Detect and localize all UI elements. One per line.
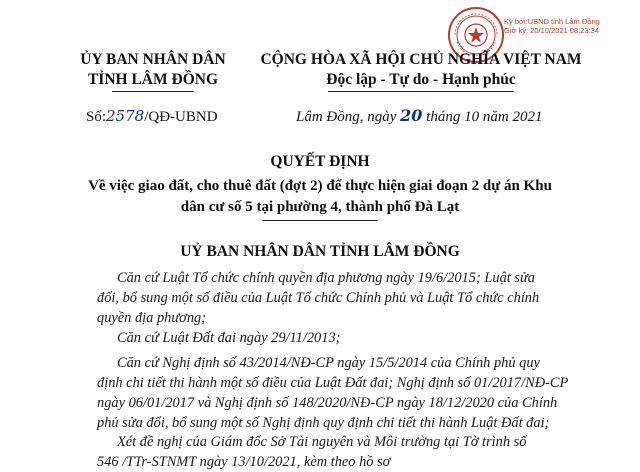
paragraph-line: định chi tiết thi hành một số điều của Luật Đất đai; Nghị định số 01/2017/NĐ-CP bbox=[97, 375, 569, 391]
paragraph-line: Căn cứ Nghị định số 43/2014/NĐ-CP ngày 15/5/2014 của Chính phủ quy bbox=[117, 355, 540, 371]
subject-underline bbox=[262, 220, 378, 221]
motto-underline bbox=[328, 91, 514, 92]
number-prefix: Số: bbox=[86, 109, 107, 125]
paragraph-line: ngày 06/01/2017 và Nghị định số 148/2020/NĐ-CP ngày 18/12/2020 của Chính bbox=[97, 395, 558, 411]
paragraph-line: Căn cứ Luật Đất đai ngày 29/11/2013; bbox=[117, 330, 341, 346]
basis-paragraph-3 bbox=[97, 353, 568, 433]
number-handwritten: 2578 bbox=[106, 107, 145, 125]
paragraph-line: phủ sửa đổi, bổ sung một số Nghị định quy định chi tiết thi hành Luật Đất đai; bbox=[97, 415, 550, 431]
national-name: CỘNG HÒA XÃ HỘI CHỦ NGHĨA VIỆT NAM bbox=[260, 51, 582, 68]
decision-title: QUYẾT ĐỊNH bbox=[270, 153, 370, 170]
decision-subject bbox=[30, 176, 610, 218]
signature-signer: Ký bởi:UBND tỉnh Lâm Đồng bbox=[504, 17, 600, 26]
basis-paragraph-4 bbox=[97, 432, 526, 472]
date-day-handwritten: 20 bbox=[400, 106, 423, 125]
issuer-name bbox=[58, 50, 248, 90]
issuer-line2: TỈNH LÂM ĐỒNG bbox=[87, 71, 219, 88]
signature-time: Giờ ký: 20/10/2021 08:23:34 bbox=[504, 26, 599, 35]
national-motto: Độc lập - Tự do - Hạnh phúc bbox=[326, 71, 516, 88]
issuer-underline bbox=[112, 91, 194, 92]
issue-date bbox=[296, 106, 542, 127]
paragraph-line: 546 /TTr-STNMT ngày 13/10/2021, kèm theo hồ sơ bbox=[97, 454, 391, 470]
date-prefix: Lâm Đồng, ngày bbox=[296, 109, 397, 125]
paragraph-line: quyền địa phương; bbox=[97, 310, 207, 326]
date-suffix: tháng 10 năm 2021 bbox=[426, 109, 543, 125]
paragraph-line: Căn cứ Luật Tổ chức chính quyền địa phương ngày 19/6/2015; Luật sửa bbox=[117, 270, 536, 286]
issuer-line1: ỦY BAN NHÂN DÂN bbox=[80, 51, 226, 68]
paragraph-line: đổi, bổ sung một số điều của Luật Tổ chức Chính phủ và Luật Tổ chức chính bbox=[97, 290, 540, 306]
authority-heading: UỶ BAN NHÂN DÂN TỈNH LÂM ĐỒNG bbox=[180, 243, 460, 260]
basis-paragraph-1 bbox=[97, 268, 539, 328]
subject-line1: Về việc giao đất, cho thuê đất (đợt 2) để thực hiện giai đoạn 2 dự án Khu bbox=[88, 178, 552, 194]
number-suffix: /QĐ-UBND bbox=[144, 109, 218, 125]
digital-signature-note bbox=[504, 17, 638, 35]
subject-line2: dân cư số 5 tại phường 4, thành phố Đà Lạt bbox=[180, 199, 460, 215]
document-number bbox=[86, 106, 218, 127]
national-title bbox=[256, 50, 586, 90]
paragraph-line: Xét đề nghị của Giám đốc Sở Tài nguyên và Môi trường tại Tờ trình số bbox=[117, 434, 527, 450]
basis-paragraph-2 bbox=[117, 328, 340, 348]
